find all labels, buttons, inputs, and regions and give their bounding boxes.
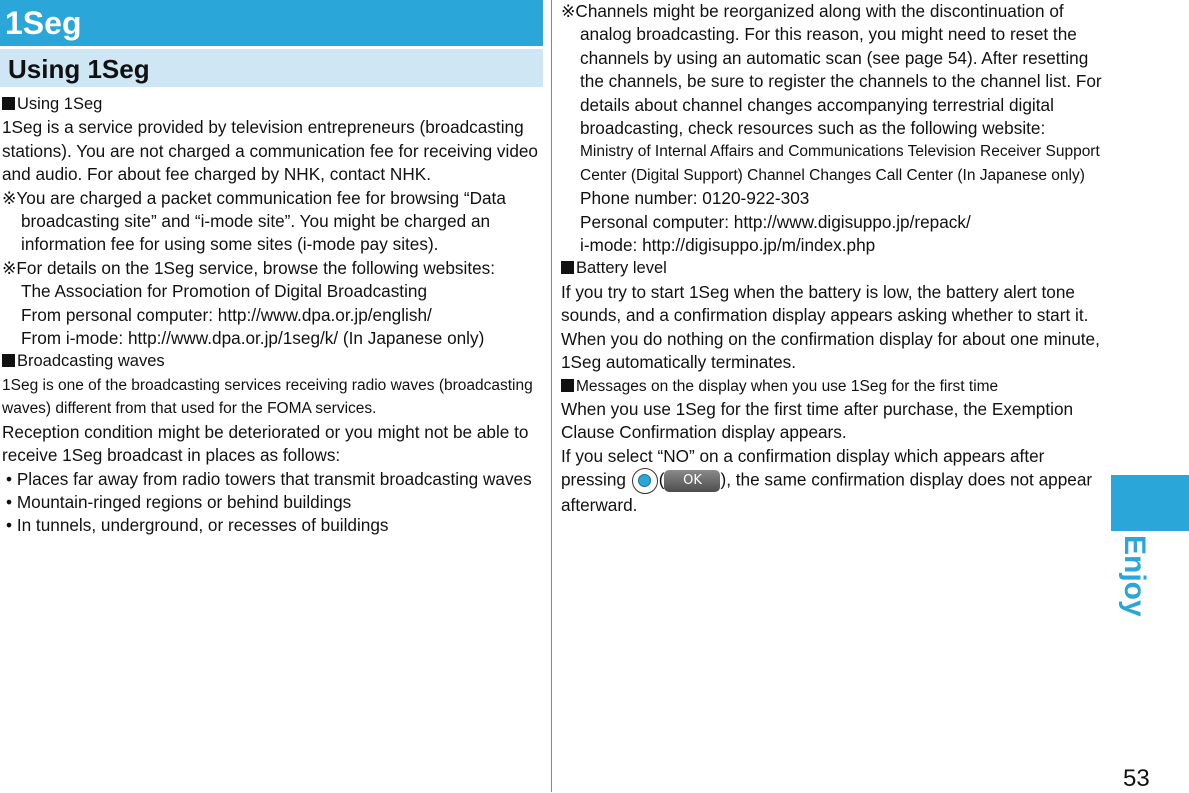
side-tab-marker: [1111, 475, 1189, 531]
ok-key-icon: OK: [664, 470, 720, 492]
side-tab-label: Enjoy: [1118, 535, 1151, 617]
assoc-name: The Association for Promotion of Digital Broadcasting: [21, 281, 428, 302]
column-divider: [551, 0, 552, 792]
page-number: 53: [1123, 765, 1150, 792]
note-packet-fee: ※You are charged a packet communication fee for browsing “Data broadcasting site” and “i-mode site”. You might be charged an information fee for using some sites (i-mode pay sites).: [2, 187, 506, 255]
imode-link: i-mode: http://digisuppo.jp/m/index.php: [580, 235, 876, 256]
assoc-imode-link: From i-mode: http://www.dpa.or.jp/1seg/k/ (In Japanese only): [21, 328, 485, 349]
waves-body: 1Seg is one of the broadcasting services receiving radio waves (broadcasting waves) different from that used for the FOMA services.: [2, 376, 533, 418]
phone-number: Phone number: 0120-922-303: [580, 188, 810, 209]
square-bullet-icon: [2, 354, 15, 367]
bullet-icon: •: [6, 491, 13, 512]
heading-using: Using 1Seg: [2, 93, 543, 116]
list-item: • In tunnels, underground, or recesses of buildings: [6, 515, 389, 536]
left-content: [0, 87, 543, 538]
list-item: • Places far away from radio towers that transmit broadcasting waves: [6, 468, 532, 489]
select-no-body: If you select “NO” on a confirmation display which appears after pressing ( OK ), the same confirmation display does not appear afterward.: [561, 445, 1093, 516]
reference-mark-icon: ※: [561, 1, 576, 21]
bullet-icon: •: [6, 515, 13, 536]
heading-messages: Messages on the display when you use 1Seg for the first time: [561, 375, 1106, 398]
chapter-title: 1Seg: [0, 0, 543, 46]
heading-battery: Battery level: [561, 257, 1106, 280]
note-channels: ※Channels might be reorganized along with the discontinuation of analog broadcasting. For this reason, you might need to reset the channels by using an automatic scan (see page 54). After resetting the channels, be sure to register the channels to the channel list. For details about channel changes accompanying terrestrial digital broadcasting, check resources such as the following website:: [561, 1, 1102, 139]
reference-mark-icon: ※: [2, 187, 17, 208]
right-content: [561, 0, 1106, 518]
heading-waves: Broadcasting waves: [2, 350, 543, 373]
bullet-icon: •: [6, 468, 13, 489]
assoc-pc-link: From personal computer: http://www.dpa.or.jp/english/: [21, 304, 432, 325]
reception-body: Reception condition might be deteriorated or you might not be able to receive 1Seg broadcast in places as follows:: [2, 421, 529, 466]
square-bullet-icon: [561, 261, 574, 274]
note-websites: ※For details on the 1Seg service, browse the following websites:: [2, 257, 496, 278]
reference-mark-icon: ※: [2, 257, 17, 278]
section-title: Using 1Seg: [0, 49, 543, 87]
square-bullet-icon: [561, 379, 574, 392]
messages-body: When you use 1Seg for the first time after purchase, the Exemption Clause Confirmation display appears.: [561, 398, 1074, 443]
ministry-name: Ministry of Internal Affairs and Communications Television Receiver Support Center (Digital Support) Channel Changes Call Center (In Japanese only): [580, 143, 1100, 184]
list-item: • Mountain-ringed regions or behind buildings: [6, 491, 352, 512]
using-body: 1Seg is a service provided by television entrepreneurs (broadcasting stations). You are not charged a communication fee for receiving video and audio. For about fee charged by NHK, contact NHK.: [2, 117, 538, 185]
pc-link: Personal computer: http://www.digisuppo.jp/repack/: [580, 211, 971, 232]
left-column: [0, 0, 543, 538]
right-column: [561, 0, 1106, 518]
navigation-key-icon: [632, 468, 658, 494]
square-bullet-icon: [2, 97, 15, 110]
battery-body: If you try to start 1Seg when the battery is low, the battery alert tone sounds, and a confirmation display appears asking whether to start it. When you do nothing on the confirmation display for about one minute, 1Seg automatically terminates.: [561, 281, 1100, 373]
